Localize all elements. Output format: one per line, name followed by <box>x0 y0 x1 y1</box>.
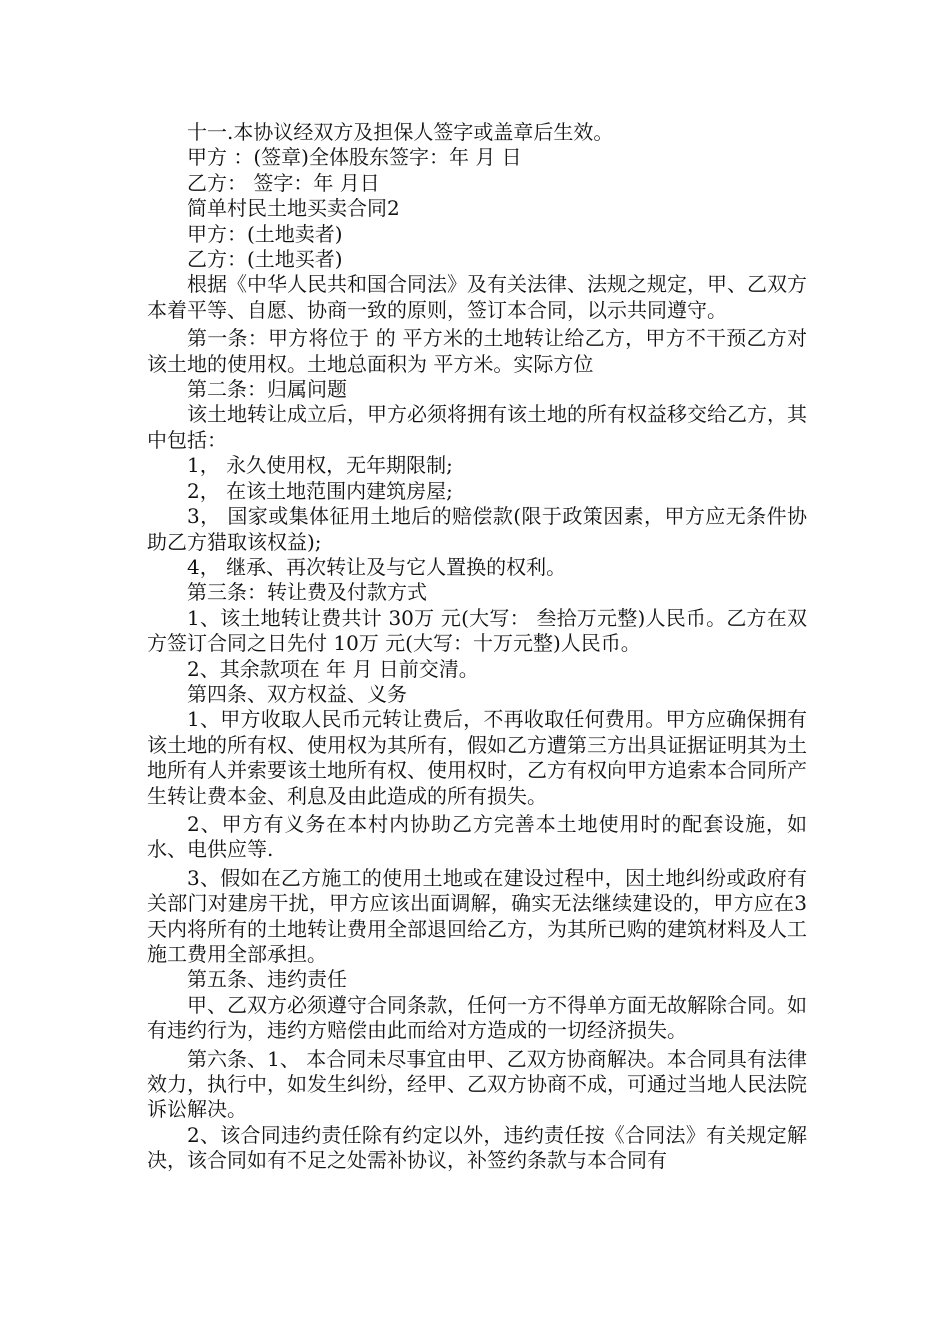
article-2-item-2: 2， 在该土地范围内建筑房屋; <box>187 478 453 503</box>
article-6-item-2: 2、该合同违约责任除有约定以外，违约责任按《合同法》有关规定解决，该合同如有不足之处需补协议，补签约条款与本合同有 <box>147 1122 807 1173</box>
article-2-item-3: 3， 国家或集体征用土地后的赔偿款(限于政策因素，甲方应无条件协助乙方猎取该权益); <box>147 504 807 554</box>
preamble-paragraph: 根据《中华人民共和国合同法》及有关法律、法规之规定，甲、乙双方本着平等、自愿、协商一致的原则，签订本合同，以示共同遵守。 <box>147 272 807 322</box>
article-4-item-1: 1、甲方收取人民币元转让费后，不再收取任何费用。甲方应确保拥有该土地的所有权、使用权为其所有，假如乙方遭第三方出具证据证明其为土地所有人并索要该土地所有权、使用权时，乙方有权向甲方追索本合同所产生转让费本金、利息及由此造成的所有损失。 <box>147 707 807 808</box>
article-3-heading: 第三条：转让费及付款方式 <box>187 580 427 605</box>
article-2-item-1: 1， 永久使用权，无年期限制; <box>187 453 453 478</box>
party-b-signature-line: 乙方： 签字：年 月日 <box>187 170 380 195</box>
article-4-item-2: 2、甲方有义务在本村内协助乙方完善本土地使用时的配套设施，如水、电供应等. <box>147 811 807 862</box>
article-1: 第一条：甲方将位于 的 平方米的土地转让给乙方，甲方不干预乙方对该土地的使用权。土地总面积为 平方米。实际方位 <box>147 326 807 376</box>
article-3-item-2: 2、其余款项在 年 月 日前交清。 <box>187 656 479 681</box>
article-4-heading: 第四条、双方权益、义务 <box>187 681 407 706</box>
party-a-seller: 甲方：(土地卖者) <box>187 221 343 246</box>
party-b-buyer: 乙方：(土地买者) <box>187 247 343 272</box>
article-4-item-3: 3、假如在乙方施工的使用土地或在建设过程中，因土地纠纷或政府有关部门对建房干扰，甲方应该出面调解，确实无法继续建设的，甲方应在3天内将所有的土地转让费用全部退回给乙方，为其所已购的建筑材料及人工施工费用全部承担。 <box>147 865 807 966</box>
article-5-body: 甲、乙双方必须遵守合同条款，任何一方不得单方面无故解除合同。如有违约行为，违约方赔偿由此而给对方造成的一切经济损失。 <box>147 992 807 1043</box>
article-2-item-4: 4， 继承、再次转让及与它人置换的权利。 <box>187 554 567 579</box>
article-2-heading: 第二条：归属问题 <box>187 377 347 402</box>
article-6-item-1: 第六条、1、 本合同未尽事宜由甲、乙双方协商解决。本合同具有法律效力，执行中，如发生纠纷，经甲、乙双方协商不成，可通过当地人民法院诉讼解决。 <box>147 1046 807 1122</box>
party-a-signature-line: 甲方 ：(签章)全体股东签字：年 月 日 <box>187 145 522 170</box>
contract-title: 简单村民土地买卖合同2 <box>187 196 400 221</box>
clause-effective: 十一.本协议经双方及担保人签字或盖章后生效。 <box>187 120 614 144</box>
contract-body <box>147 120 807 1174</box>
article-3-item-1: 1、该土地转让费共计 30万 元(大写： 叁拾万元整)人民币。乙方在双方签订合同之日先付 10万 元(大写：十万元整)人民币。 <box>147 605 807 656</box>
article-5-heading: 第五条、违约责任 <box>187 967 347 992</box>
article-2-body: 该土地转让成立后，甲方必须将拥有该土地的所有权益移交给乙方，其中包括： <box>147 402 807 452</box>
